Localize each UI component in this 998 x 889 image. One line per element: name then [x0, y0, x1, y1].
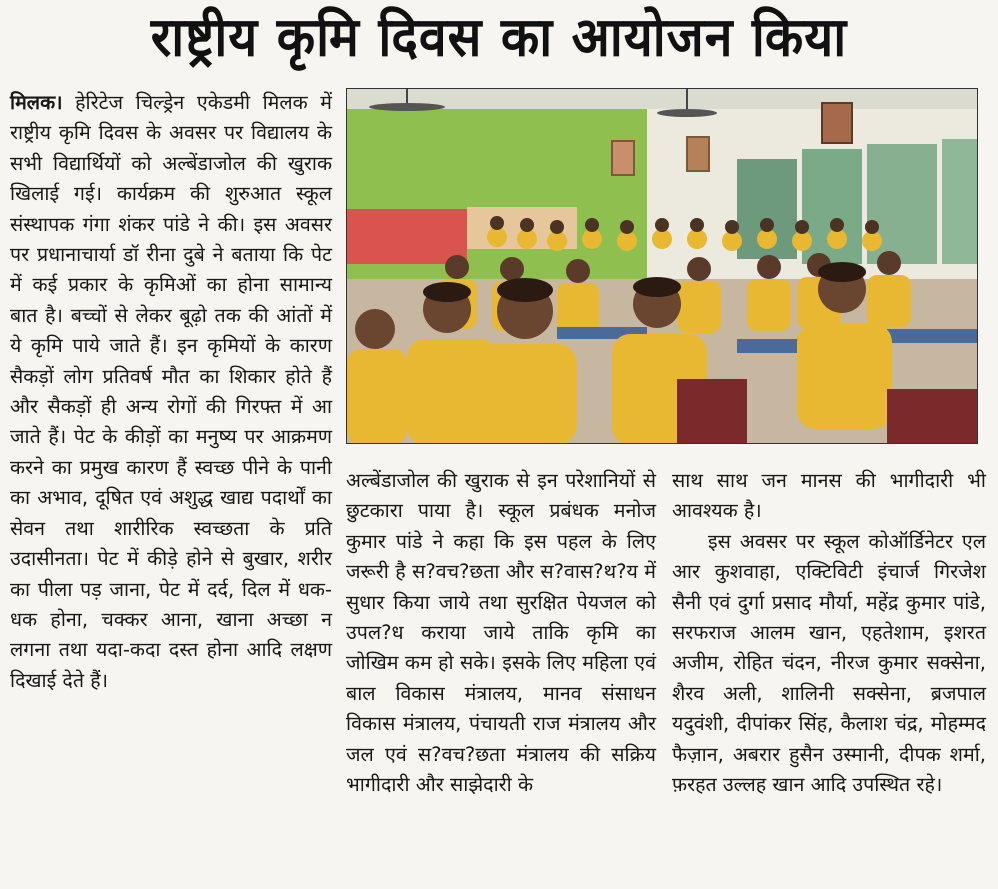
article-text: हेरिटेज चिल्ड्रेन एकेडमी मिलक में राष्ट्रीय कृमि दिवस के अवसर पर विद्यालय के सभी विद्यार्थियों को अल्बेंडाजोल की खुराक खिलाई गई। कार्यक्रम की शुरुआत स्कूल संस्थापक गंगा शंकर पांडे ने की। इस अवसर पर प्रधानाचार्या डॉ रीना दुबे ने बताया कि पेट में कई प्रकार के कृमिओं का होना सामान्य बात है। बच्चों से लेकर बूढ़ो तक की आंतों में ये कृमि पाये जाते हैं। इन कृमियों के कारण सैकड़ों लोग प्रतिवर्ष मौत का शिकार होते हैं और सैकड़ों ही अन्य रोगों की गिरफ्त में आ जाते हैं। पेट के कीड़ों का मनुष्य पर आक्रमण करने का प्रमुख कारण हैं स्वच्छ पीने के पानी का अभाव, दूषित एवं अशुद्ध खाद्य पदार्थों का सेवन तथा शारीरिक स्वच्छता के प्रति उदासीनता। पेट में कीड़े होने से बुखार, शरीर का पीला पड़ जाना, पेट में दर्द, दिल में धक-धक होना, चक्कर आना, खाना अच्छा न लगना तथा यदा-कदा दस्त होना आदि लक्षण दिखाई देते हैं। [10, 91, 332, 692]
article-paragraph: इस अवसर पर स्कूल कोऑर्डिनेटर एल आर कुशवाहा, एक्टिविटी इंचार्ज गिरजेश सैनी एवं दुर्गा प्रसाद मौर्या, महेंद्र कुमार पांडे, सरफराज आलम खान, एहतेशाम, इशरत अजीम, रोहित चंदन, नीरज कुमार सक्सेना, शैरव अली, शालिनी सक्सेना, ब्रजपाल यदुवंशी, दीपांकर सिंह, कैलाश चंद्र, मोहम्मद फैज़ान, अबरार हुसैन उस्मानी, दीपक शर्मा, फ़रहत उल्लह खान आदि उपस्थित रहे। [672, 529, 986, 797]
headline: राष्ट्रीय कृमि दिवस का आयोजन किया [150, 5, 848, 69]
article-paragraph [10, 88, 332, 696]
news-photo [346, 88, 978, 444]
article-column-3 [672, 466, 986, 800]
article-column-2 [346, 466, 656, 800]
dateline: मिलक। [10, 91, 63, 114]
article-paragraph: अल्बेंडाजोल की खुराक से इन परेशानियों से छुटकारा पाया है। स्कूल प्रबंधक मनोज कुमार पांडे ने कहा कि इस पहल के लिए जरूरी है स?वच?छता और स?वास?थ?य में सुधार किया जाये तथा सुरक्षित पेयजल को उपल?ध कराया जाये ताकि कृमि का जोखिम कम हो सके। इसके लिए महिला एवं बाल विकास मंत्रालय, मानव संसाधन विकास मंत्रालय, पंचायती राज मंत्रालय और जल एवं स?वच?छता मंत्रालय की सक्रिय भागीदारी और साझेदारी के [346, 469, 656, 797]
classroom-photo [347, 89, 978, 444]
article-column-1 [10, 88, 332, 696]
article-paragraph: साथ साथ जन मानस की भागीदारी भी आवश्यक है। [672, 469, 986, 523]
